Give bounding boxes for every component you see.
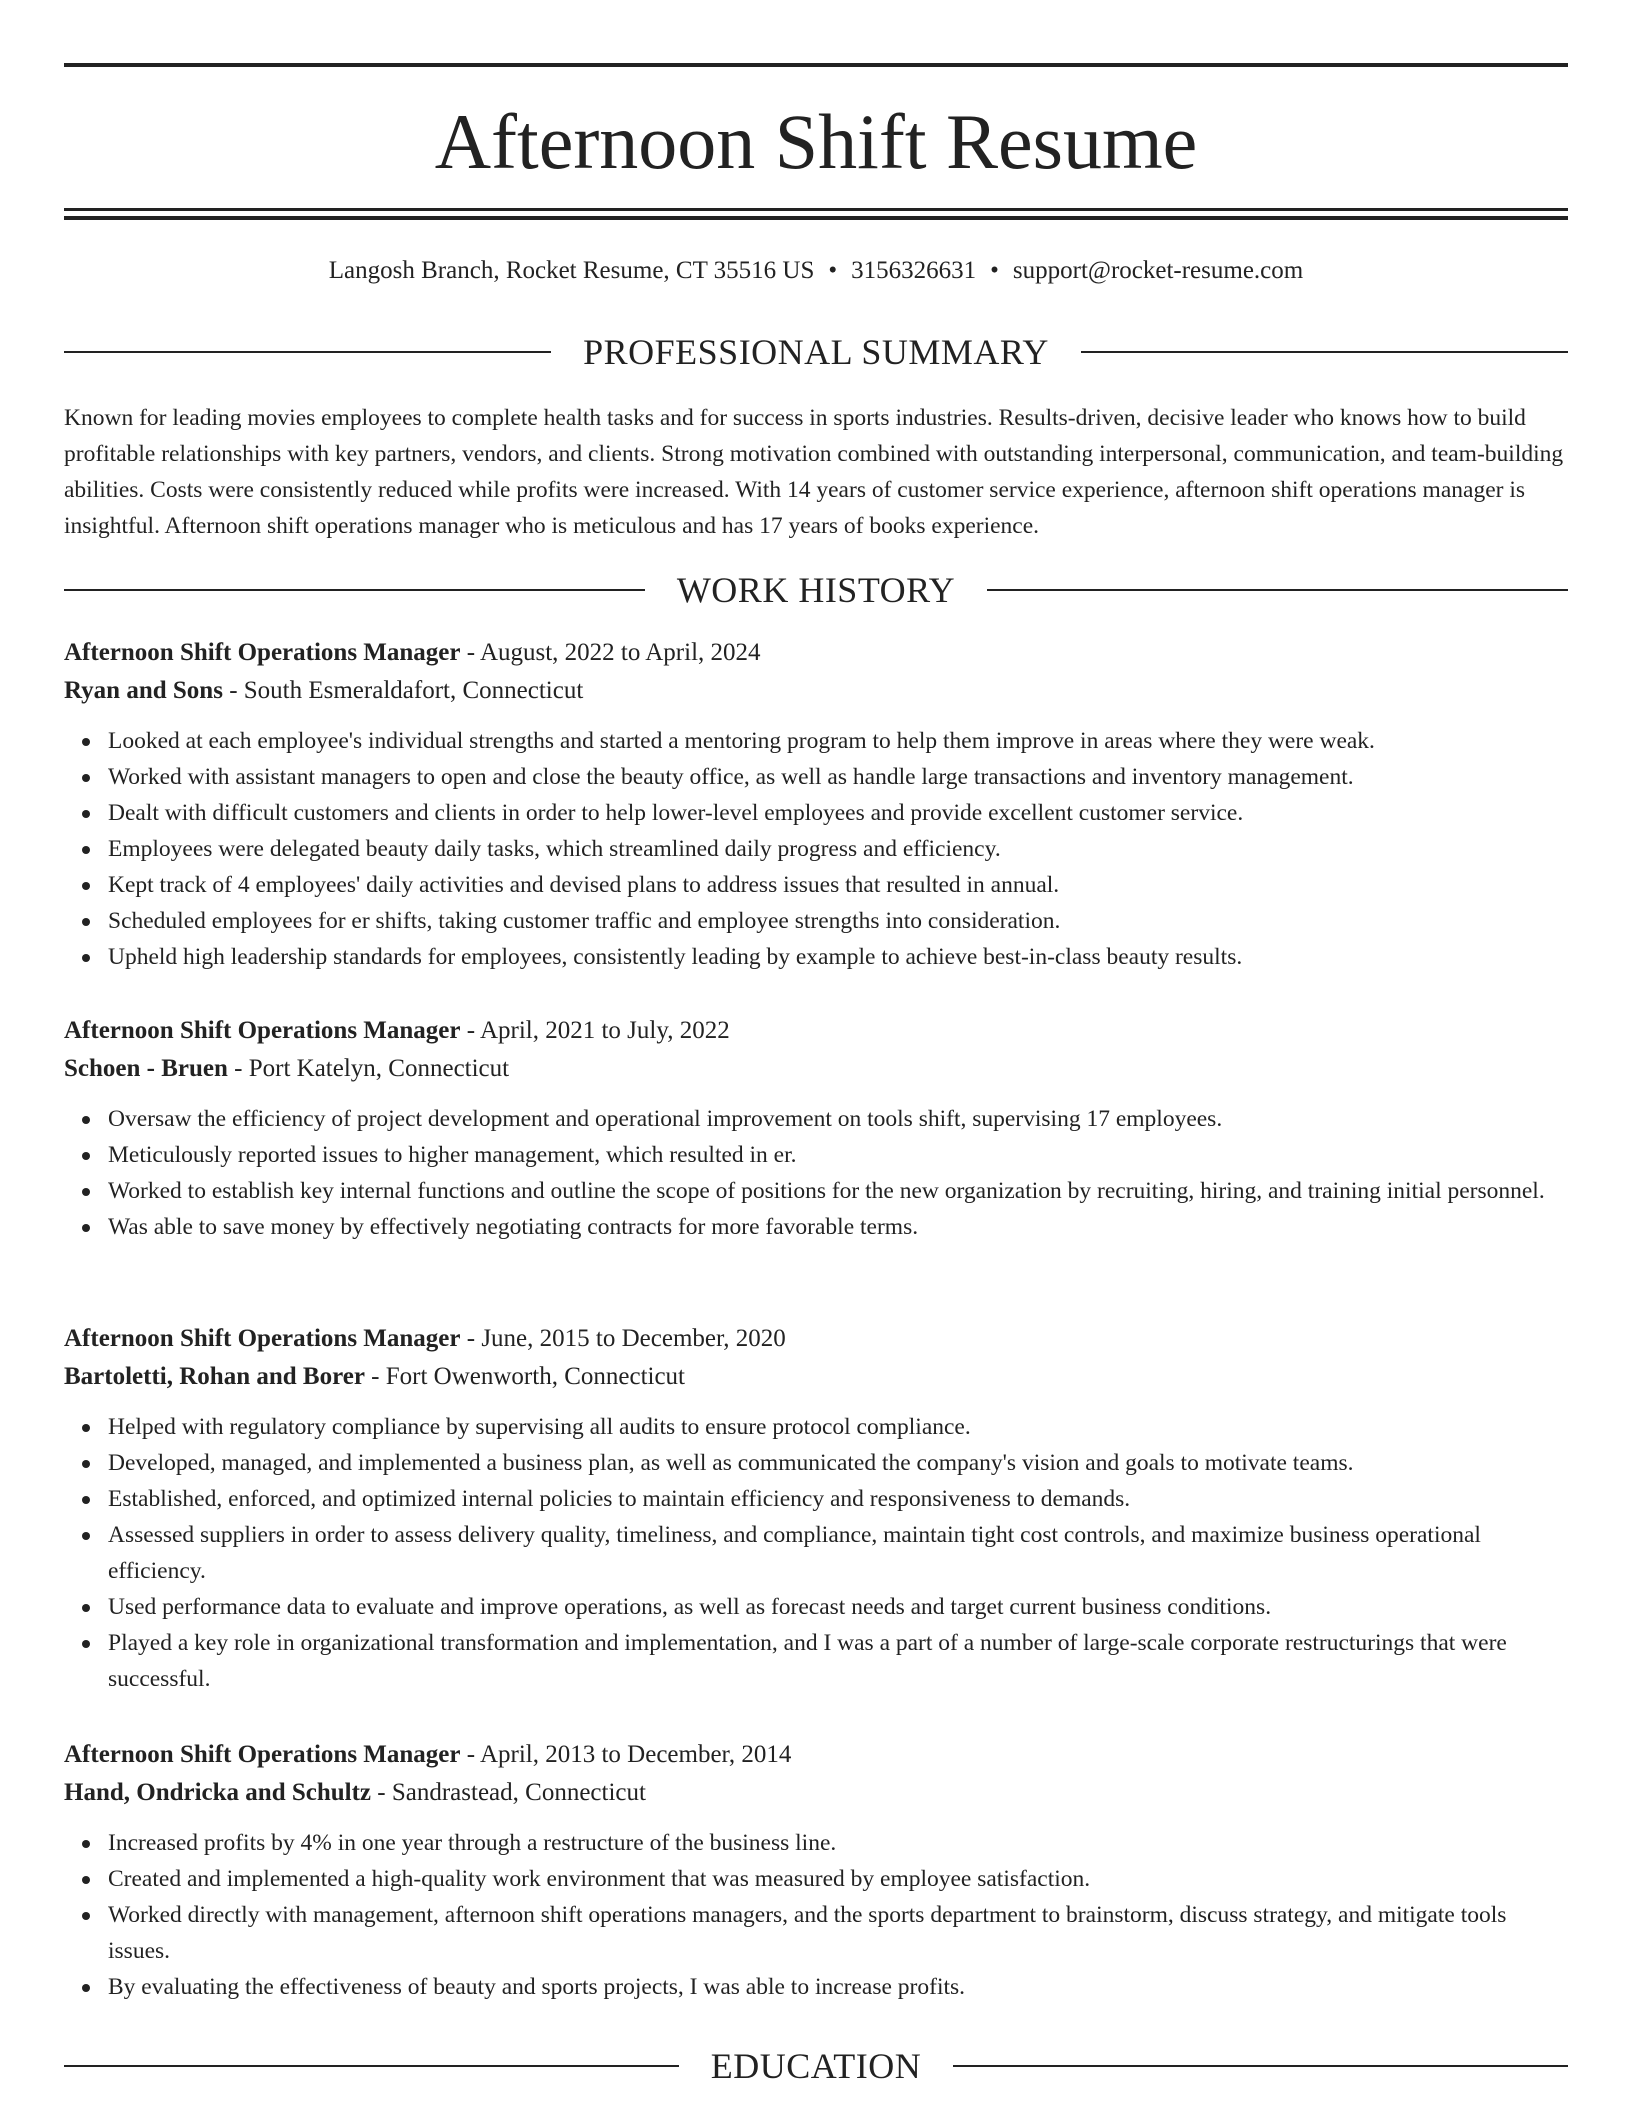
job-dates: - August, 2022 to April, 2024 <box>460 639 761 666</box>
professional-summary-text: Known for leading movies employees to complete health tasks and for success in sports industries. Results-driven, decisive leader who knows how to build profitable relationships with key partners, vendors, and clients. Strong motivation combined with outstanding interpersonal, communication, and team-building abilities. Costs were consistently reduced while profits were increased. With 14 years of customer service experience, afternoon shift operations manager is insightful. Afternoon shift operations manager who is meticulous and has 17 years of books experience. <box>64 405 1564 539</box>
job-title: Afternoon Shift Operations Manager <box>64 639 461 666</box>
job-bullet-list <box>64 723 1568 975</box>
resume-title: Afternoon Shift Resume <box>434 98 1198 185</box>
title-double-rule <box>64 208 1568 220</box>
job-bullet-list <box>64 1101 1568 1245</box>
job-dates: - April, 2013 to December, 2014 <box>460 1741 792 1768</box>
job-company-line <box>64 1050 1568 1088</box>
job-bullet: Worked to establish key internal functions and outline the scope of positions for the new organization by recruiting, hiring, and training initial personnel. <box>108 1173 1568 1209</box>
job-entry <box>64 1736 1568 2005</box>
top-rule <box>64 63 1568 67</box>
job-location: - Port Katelyn, Connecticut <box>227 1055 510 1082</box>
job-bullet: Helped with regulatory compliance by supervising all audits to ensure protocol compliance. <box>108 1409 1568 1445</box>
job-title: Afternoon Shift Operations Manager <box>64 1017 461 1044</box>
job-bullet: Was able to save money by effectively negotiating contracts for more favorable terms. <box>108 1209 1568 1245</box>
contact-address: Langosh Branch, Rocket Resume, CT 35516 US <box>328 257 815 284</box>
job-company: Hand, Ondricka and Schultz <box>64 1779 372 1806</box>
section-heading-education <box>64 2044 1568 2088</box>
section-heading-label: EDUCATION <box>710 2046 922 2086</box>
job-bullet: Looked at each employee's individual strengths and started a mentoring program to help them improve in areas where they were weak. <box>108 723 1568 759</box>
contact-phone: 3156326631 <box>851 257 977 284</box>
job-bullet: Increased profits by 4% in one year through a restructure of the business line. <box>108 1825 1568 1861</box>
heading-rule-left <box>64 589 645 591</box>
job-entry <box>64 1012 1568 1245</box>
section-heading-label: WORK HISTORY <box>676 570 956 610</box>
section-heading-summary <box>64 330 1568 374</box>
heading-rule-left <box>64 351 551 353</box>
heading-rule-right <box>953 2065 1568 2067</box>
job-bullet: Scheduled employees for er shifts, taking customer traffic and employee strengths into consideration. <box>108 903 1568 939</box>
heading-rule-right <box>987 589 1568 591</box>
section-heading-label: PROFESSIONAL SUMMARY <box>583 332 1049 372</box>
section-heading-work-history <box>64 568 1568 612</box>
job-company: Bartoletti, Rohan and Borer <box>64 1363 365 1390</box>
job-bullet: By evaluating the effectiveness of beauty and sports projects, I was able to increase profits. <box>108 1969 1568 2005</box>
job-entry <box>64 1320 1568 1697</box>
job-company-line <box>64 672 1568 710</box>
job-bullet: Assessed suppliers in order to assess delivery quality, timeliness, and compliance, maintain tight cost controls, and maximize business operational efficiency. <box>108 1517 1568 1589</box>
job-bullet: Used performance data to evaluate and improve operations, as well as forecast needs and target current business conditions. <box>108 1589 1568 1625</box>
job-location: - South Esmeraldafort, Connecticut <box>222 677 584 704</box>
job-location: - Sandrastead, Connecticut <box>371 1779 646 1806</box>
contact-separator: • <box>828 257 838 284</box>
job-bullet-list <box>64 1825 1568 2005</box>
job-bullet: Dealt with difficult customers and clients in order to help lower-level employees and provide excellent customer service. <box>108 795 1568 831</box>
job-bullet: Established, enforced, and optimized internal policies to maintain efficiency and responsiveness to demands. <box>108 1481 1568 1517</box>
job-bullet: Kept track of 4 employees' daily activities and devised plans to address issues that resulted in annual. <box>108 867 1568 903</box>
job-dates: - June, 2015 to December, 2020 <box>460 1325 786 1352</box>
job-location: - Fort Owenworth, Connecticut <box>364 1363 686 1390</box>
job-title: Afternoon Shift Operations Manager <box>64 1325 461 1352</box>
job-title-line <box>64 634 1568 672</box>
contact-email: support@rocket-resume.com <box>1012 257 1304 284</box>
heading-rule-left <box>64 2065 679 2067</box>
job-company-line <box>64 1774 1568 1812</box>
heading-rule-right <box>1081 351 1568 353</box>
job-bullet: Created and implemented a high-quality work environment that was measured by employee satisfaction. <box>108 1861 1568 1897</box>
job-bullet: Developed, managed, and implemented a business plan, as well as communicated the company's vision and goals to motivate teams. <box>108 1445 1568 1481</box>
job-bullet: Employees were delegated beauty daily tasks, which streamlined daily progress and efficiency. <box>108 831 1568 867</box>
contact-line <box>64 253 1568 289</box>
job-entry <box>64 634 1568 975</box>
job-bullet: Played a key role in organizational transformation and implementation, and I was a part of a number of large-scale corporate restructurings that were successful. <box>108 1625 1568 1697</box>
job-bullet: Worked directly with management, afternoon shift operations managers, and the sports department to brainstorm, discuss strategy, and mitigate tools issues. <box>108 1897 1568 1969</box>
contact-separator: • <box>990 257 999 284</box>
job-bullet: Meticulously reported issues to higher management, which resulted in er. <box>108 1137 1568 1173</box>
job-bullet: Upheld high leadership standards for employees, consistently leading by example to achieve best-in-class beauty results. <box>108 939 1568 975</box>
job-title-line <box>64 1012 1568 1050</box>
job-bullet-list <box>64 1409 1568 1697</box>
job-title-line <box>64 1736 1568 1774</box>
job-title: Afternoon Shift Operations Manager <box>64 1741 461 1768</box>
job-bullet: Oversaw the efficiency of project development and operational improvement on tools shift, supervising 17 employees. <box>108 1101 1568 1137</box>
job-dates: - April, 2021 to July, 2022 <box>460 1017 730 1044</box>
job-company: Ryan and Sons <box>64 677 223 704</box>
job-company: Schoen - Bruen <box>64 1055 228 1082</box>
job-company-line <box>64 1358 1568 1396</box>
job-bullet: Worked with assistant managers to open and close the beauty office, as well as handle large transactions and inventory management. <box>108 759 1568 795</box>
job-title-line <box>64 1320 1568 1358</box>
